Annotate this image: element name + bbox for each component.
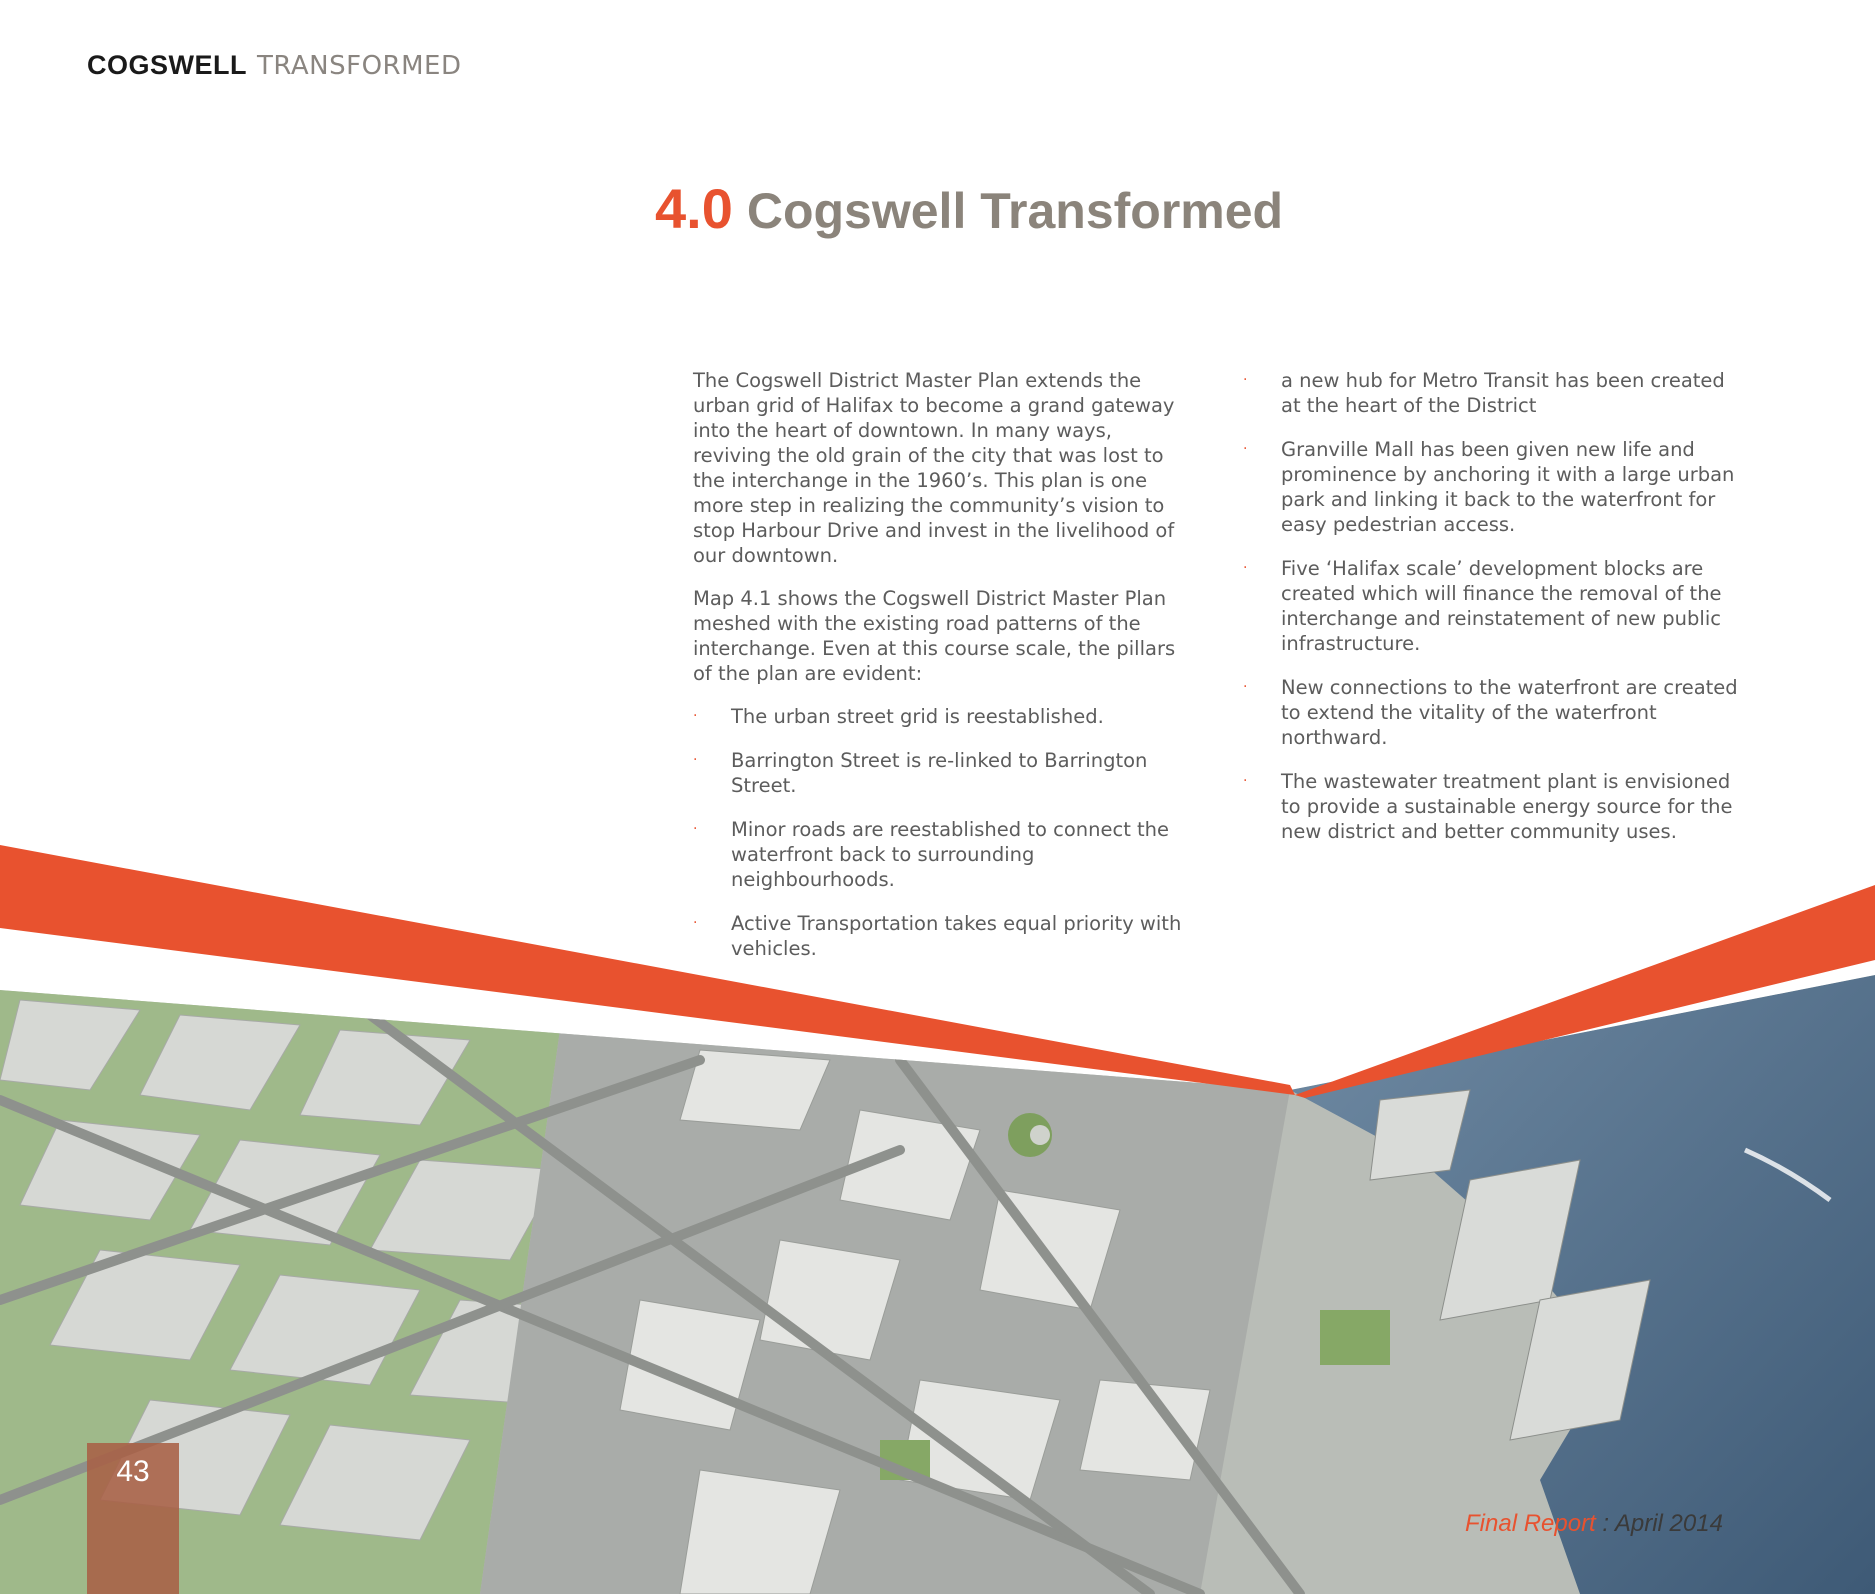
list-item-text: Five ‘Halifax scale’ development blocks are created which will finance the removal of the interchange and reinstatement of new public infrastructure. (1281, 557, 1722, 655)
bullet-icon: · (1243, 560, 1248, 576)
section-number: 4.0 (655, 177, 733, 240)
report-date: April 2014 (1614, 1510, 1723, 1537)
map-paragraph: Map 4.1 shows the Cogswell District Master Plan meshed with the existing road patterns of the interchange. Even at this course scale, the pillars of the plan are evident: (693, 587, 1176, 685)
list-item-text: New connections to the waterfront are created to extend the vitality of the waterfront northward. (1281, 676, 1738, 749)
list-item-text: Active Transportation takes equal priority with vehicles. (731, 912, 1182, 960)
bullet-icon: · (1243, 441, 1248, 457)
header-title-strong: COGSWELL (87, 50, 247, 80)
bullet-icon: · (693, 752, 698, 768)
bullet-icon: · (1243, 773, 1248, 789)
section-name: Cogswell Transformed (746, 183, 1284, 239)
bullet-icon: · (1243, 679, 1248, 695)
footer-report-label (1465, 1510, 1723, 1538)
header-title-light: TRANSFORMED (257, 51, 462, 81)
report-separator: : (1595, 1510, 1615, 1537)
list-item-text: Granville Mall has been given new life and prominence by anchoring it with a large urban park and linking it back to the waterfront for easy pedestrian access. (1281, 438, 1735, 536)
bullet-icon: · (693, 708, 698, 724)
list-item-text: The urban street grid is reestablished. (731, 705, 1104, 728)
list-item-text: The wastewater treatment plant is envisioned to provide a sustainable energy source for the new district and better community uses. (1281, 770, 1733, 843)
report-label: Final Report (1465, 1510, 1596, 1537)
list-item-text: Minor roads are reestablished to connect the waterfront back to surrounding neighbourhoods. (731, 818, 1170, 891)
bullet-icon: · (693, 915, 698, 931)
list-item-text: a new hub for Metro Transit has been created at the heart of the District (1281, 369, 1725, 417)
bullet-icon: · (693, 821, 698, 837)
bullet-icon: · (1243, 372, 1248, 388)
page-number-box (87, 1443, 179, 1594)
list-item-text: Barrington Street is re-linked to Barrington Street. (731, 749, 1148, 797)
page-number: 43 (116, 1455, 150, 1488)
intro-paragraph: The Cogswell District Master Plan extends the urban grid of Halifax to become a grand gateway into the heart of downtown. In many ways, reviving the old grain of the city that was lost to the interchange in the 1960’s. This plan is one more step in realizing the community’s vision to stop Harbour Drive and invest in the livelihood of our downtown. (693, 369, 1175, 567)
